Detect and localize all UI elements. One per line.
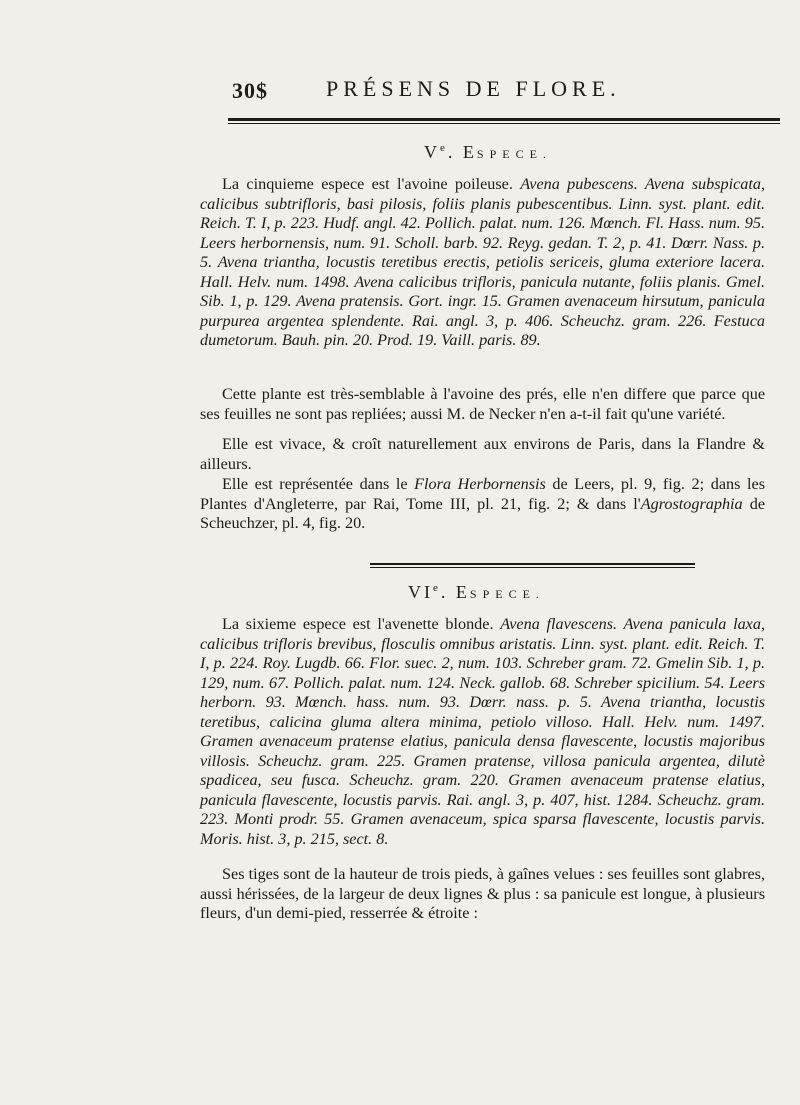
book-title-agrostographia: Agrostographia — [640, 494, 743, 513]
title-sup: e — [433, 582, 441, 594]
title-word-rest: SPECE. — [476, 147, 552, 161]
paragraph-text: Elle est représentée dans le — [222, 475, 408, 493]
section-5-paragraph-4 — [200, 475, 765, 534]
title-numeral: VI — [408, 582, 433, 602]
header-rule-thin — [228, 123, 780, 124]
section-6-paragraph-1 — [200, 615, 765, 849]
section-divider-thin — [370, 567, 695, 568]
section-5-paragraph-3 — [200, 435, 765, 474]
book-title-flora: Flora Herbornensis — [414, 475, 546, 493]
latin-synonymy: Avena pubescens. Avena subspicata, calicibus subtrifloris, basi pilosis, foliis planis pubescentibus. Linn. syst. plant. edit. Reich. T. I, p. 223. Hudf. angl. 42. Pollich. palat. num. 126. Mœnch. Fl. Hass. num. 95. Leers herbornensis, num. 91. Scholl. barb. 92. Reyg. gedan. T. 2, p. 41. Dœrr. Nass. p. 5. Avena triantha, locustis teretibus erectis, petiolis sericeis, gluma exteriore lacera. Hall. Helv. num. 1498. Avena calicibus trifloris, panicula nutante, foliis planis. Gmel. Sib. 1, p. 129. Avena pratensis. Gort. ingr. 15. Gramen avenaceum hirsutum, panicula purpurea argentea splendente. Rai. angl. 3, p. 406. Scheuchz. gram. 226. Festuca dumetorum. Bauh. pin. 20. Prod. 19. Vaill. paris. 89. — [200, 175, 766, 349]
section-5-paragraph-1 — [200, 175, 765, 351]
title-word-rest: SPECE. — [469, 587, 545, 601]
paragraph-text: Ses tiges sont de la hauteur de trois pieds, à gaînes velues : ses feuilles sont glabres, aussi hérissées, de la largeur de deux lignes & plus : sa panicule est longue, à plusieurs fleurs, d'un demi-pied, resserrée & étroite : — [200, 865, 765, 922]
section-title-5 — [424, 142, 552, 163]
paragraph-lead: La cinquieme espece est l'avoine poileuse. — [222, 175, 513, 193]
section-title-6 — [408, 582, 545, 603]
header-rule — [228, 118, 780, 121]
paragraph-text: Elle est vivace, & croît naturellement aux environs de Paris, dans la Flandre & ailleurs. — [200, 435, 765, 473]
title-sup: e — [440, 142, 448, 154]
title-word-cap: . E — [447, 142, 477, 162]
running-head: PRÉSENS DE FLORE. — [326, 76, 621, 101]
paragraph-text: de Scheuchzer, pl. 4, fig. 20. — [200, 494, 766, 532]
page-number: 30$ — [232, 78, 268, 103]
section-6-paragraph-2 — [200, 865, 765, 924]
latin-synonymy: Avena flavescens. Avena panicula laxa, calicibus trifloris brevibus, flosculis omnibus aristatis. Linn. syst. plant. edit. Reich. T. I, p. 224. Roy. Lugdb. 66. Flor. suec. 2, num. 103. Schreber gram. 72. Gmelin Sib. 1, p. 129, num. 67. Pollich. palat. num. 124. Neck. gallob. 68. Schreber spicilium. 54. Leers herborn. 93. Mœnch. hass. num. 93. Dœrr. nass. p. 5. Avena triantha, locustis teretibus, calicina gluma altera minima, petiolo villoso. Hall. Helv. num. 1497. Gramen avenaceum pratense elatius, panicula densa flavescente, locustis majoribus villosis. Scheuchz. gram. 225. Gramen pratense, villosa panicula argentea, dilutè spadicea, seu fusca. Scheuchz. gram. 220. Gramen avenaceum pratense elatius, panicula flavescente, locustis parvis. Rai. angl. 3, p. 407, hist. 1284. Scheuchz. gram. 223. Monti prodr. 55. Gramen avenaceum, spica sparsa flavescente, locustis parvis. Moris. hist. 3, p. 215, sect. 8. — [200, 615, 766, 848]
paragraph-lead: La sixieme espece est l'avenette blonde. — [222, 615, 494, 633]
title-word-cap: . E — [440, 582, 470, 602]
section-divider — [370, 563, 695, 565]
section-5-paragraph-2 — [200, 385, 765, 424]
paragraph-text: de Leers, pl. 9, fig. 2; dans les Plantes d'Angleterre, par Rai, Tome III, pl. 21, fig. 2; & dans l' — [200, 475, 766, 513]
paragraph-text: Cette plante est très-semblable à l'avoine des prés, elle n'en differe que parce que ses feuilles ne sont pas repliées; aussi M. de Necker n'en a-t-il fait qu'une variété. — [200, 385, 765, 423]
title-numeral: V — [424, 142, 440, 162]
page-header — [232, 74, 740, 104]
